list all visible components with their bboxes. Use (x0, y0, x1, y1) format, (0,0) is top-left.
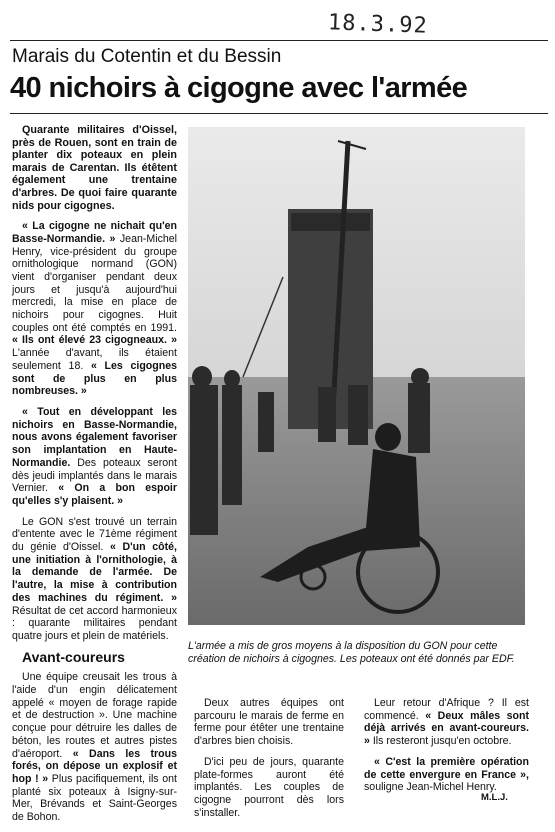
paragraph-mid-2: D'ici peu de jours, quarante plate-formes auront été implantés. Les couples de cigogne pourront dès lors s'installer. (194, 755, 344, 819)
top-rule (10, 40, 548, 41)
right-column (364, 697, 529, 802)
paragraph-3 (12, 516, 177, 643)
paragraph-4 (12, 671, 177, 823)
text: Le GON s'est trouvé un terrain d'entente avec le 71ème régiment du génie d'Oissel. (12, 515, 177, 554)
quote: « La cigogne ne nichait qu'en Basse-Normandie. » (12, 220, 177, 245)
quote: « Dans les trous forés, on dépose un explosif et hop ! » (12, 747, 177, 785)
article-kicker: Marais du Cotentin et du Bessin (12, 46, 282, 67)
quote: « Les cigognes sont de plus en plus nombreuses. » (12, 359, 177, 398)
author-signature: M.L.J. (481, 792, 508, 803)
quote: « Deux mâles sont déjà arrivés en avant-coureurs. » (364, 709, 529, 748)
paragraph-2 (12, 406, 177, 508)
photo-illustration (188, 127, 525, 625)
quote: « Ils ont élevé 23 cigogneaux. » (12, 334, 177, 347)
text: Résultat de cet accord harmonieux : quarante militaires pendant quatre jours et plein de matériels. (12, 604, 177, 642)
paragraph-right-1 (364, 697, 529, 748)
quote: « On a bon espoir qu'elles s'y plaisent. » (12, 482, 177, 507)
text: L'année d'avant, ils étaient seulement 18. (12, 347, 177, 372)
photo-caption: L'armée a mis de gros moyens à la disposition du GON pour cette création de nichoirs à cigognes. Les poteaux ont été donnés par EDF. (188, 640, 515, 665)
quote: « D'un côté, une initiation à l'ornithologie, à la demande de l'armée. De l'autre, la mise à contribution des machines du régiment. » (12, 541, 177, 604)
text: Plus pacifiquement, ils ont planté six poteaux à Isigny-sur-Mer, Brévands et Saint-Georges de Bohon. (12, 772, 177, 824)
text: souligne Jean-Michel Henry. (364, 781, 497, 794)
paragraph-right-2 (364, 756, 529, 794)
article-headline: 40 nichoirs à cigogne avec l'armée (10, 72, 468, 104)
article-photo (188, 127, 525, 625)
left-column (12, 124, 177, 832)
paragraph-1 (12, 220, 177, 398)
text: Jean-Michel Henry, vice-président du groupe ornithologique normand (GON) vient d'organiser pendant deux jours et jusqu'à aujourd'hui mercredi, la mise en place de nichoirs pour cigognes. Huit couples ont été comptés en 1991. (12, 232, 178, 334)
quote: « Tout en développant les nichoirs en Basse-Normandie, nous avons également favoriser son implantation en Haute-Normandie. (12, 406, 177, 469)
section-subhead: Avant-coureurs (22, 648, 125, 665)
paragraph-mid-1: Deux autres équipes ont parcouru le marais de ferme en ferme pour étêter une trentaine d'arbres bien choisis. (194, 697, 344, 748)
handwritten-date: 18.3.92 (327, 10, 429, 39)
headline-rule (10, 113, 548, 114)
text: Une équipe creusait les trous à l'aide d'un engin délicatement appelé « moyen de forage rapide et de destruction ». Une machine conçue pour détruire les dalles de béton, les routes et autres pistes d'aéroport. (12, 671, 177, 760)
article-lead: Quarante militaires d'Oissel, près de Rouen, sont en train de planter dix poteaux en plein marais de Carentan. Ils étêtent également une trentaine d'arbres. De quoi faire quarante nids pour cigognes. (12, 124, 177, 212)
text: Leur retour d'Afrique ? Il est commencé. (364, 697, 529, 722)
text: Des poteaux seront dès jeudi implantés dans le marais Vernier. (12, 456, 177, 495)
middle-column (194, 697, 344, 827)
text: Ils resteront jusqu'en octobre. (369, 735, 512, 748)
quote: « C'est la première opération de cette envergure en France », (364, 755, 529, 781)
